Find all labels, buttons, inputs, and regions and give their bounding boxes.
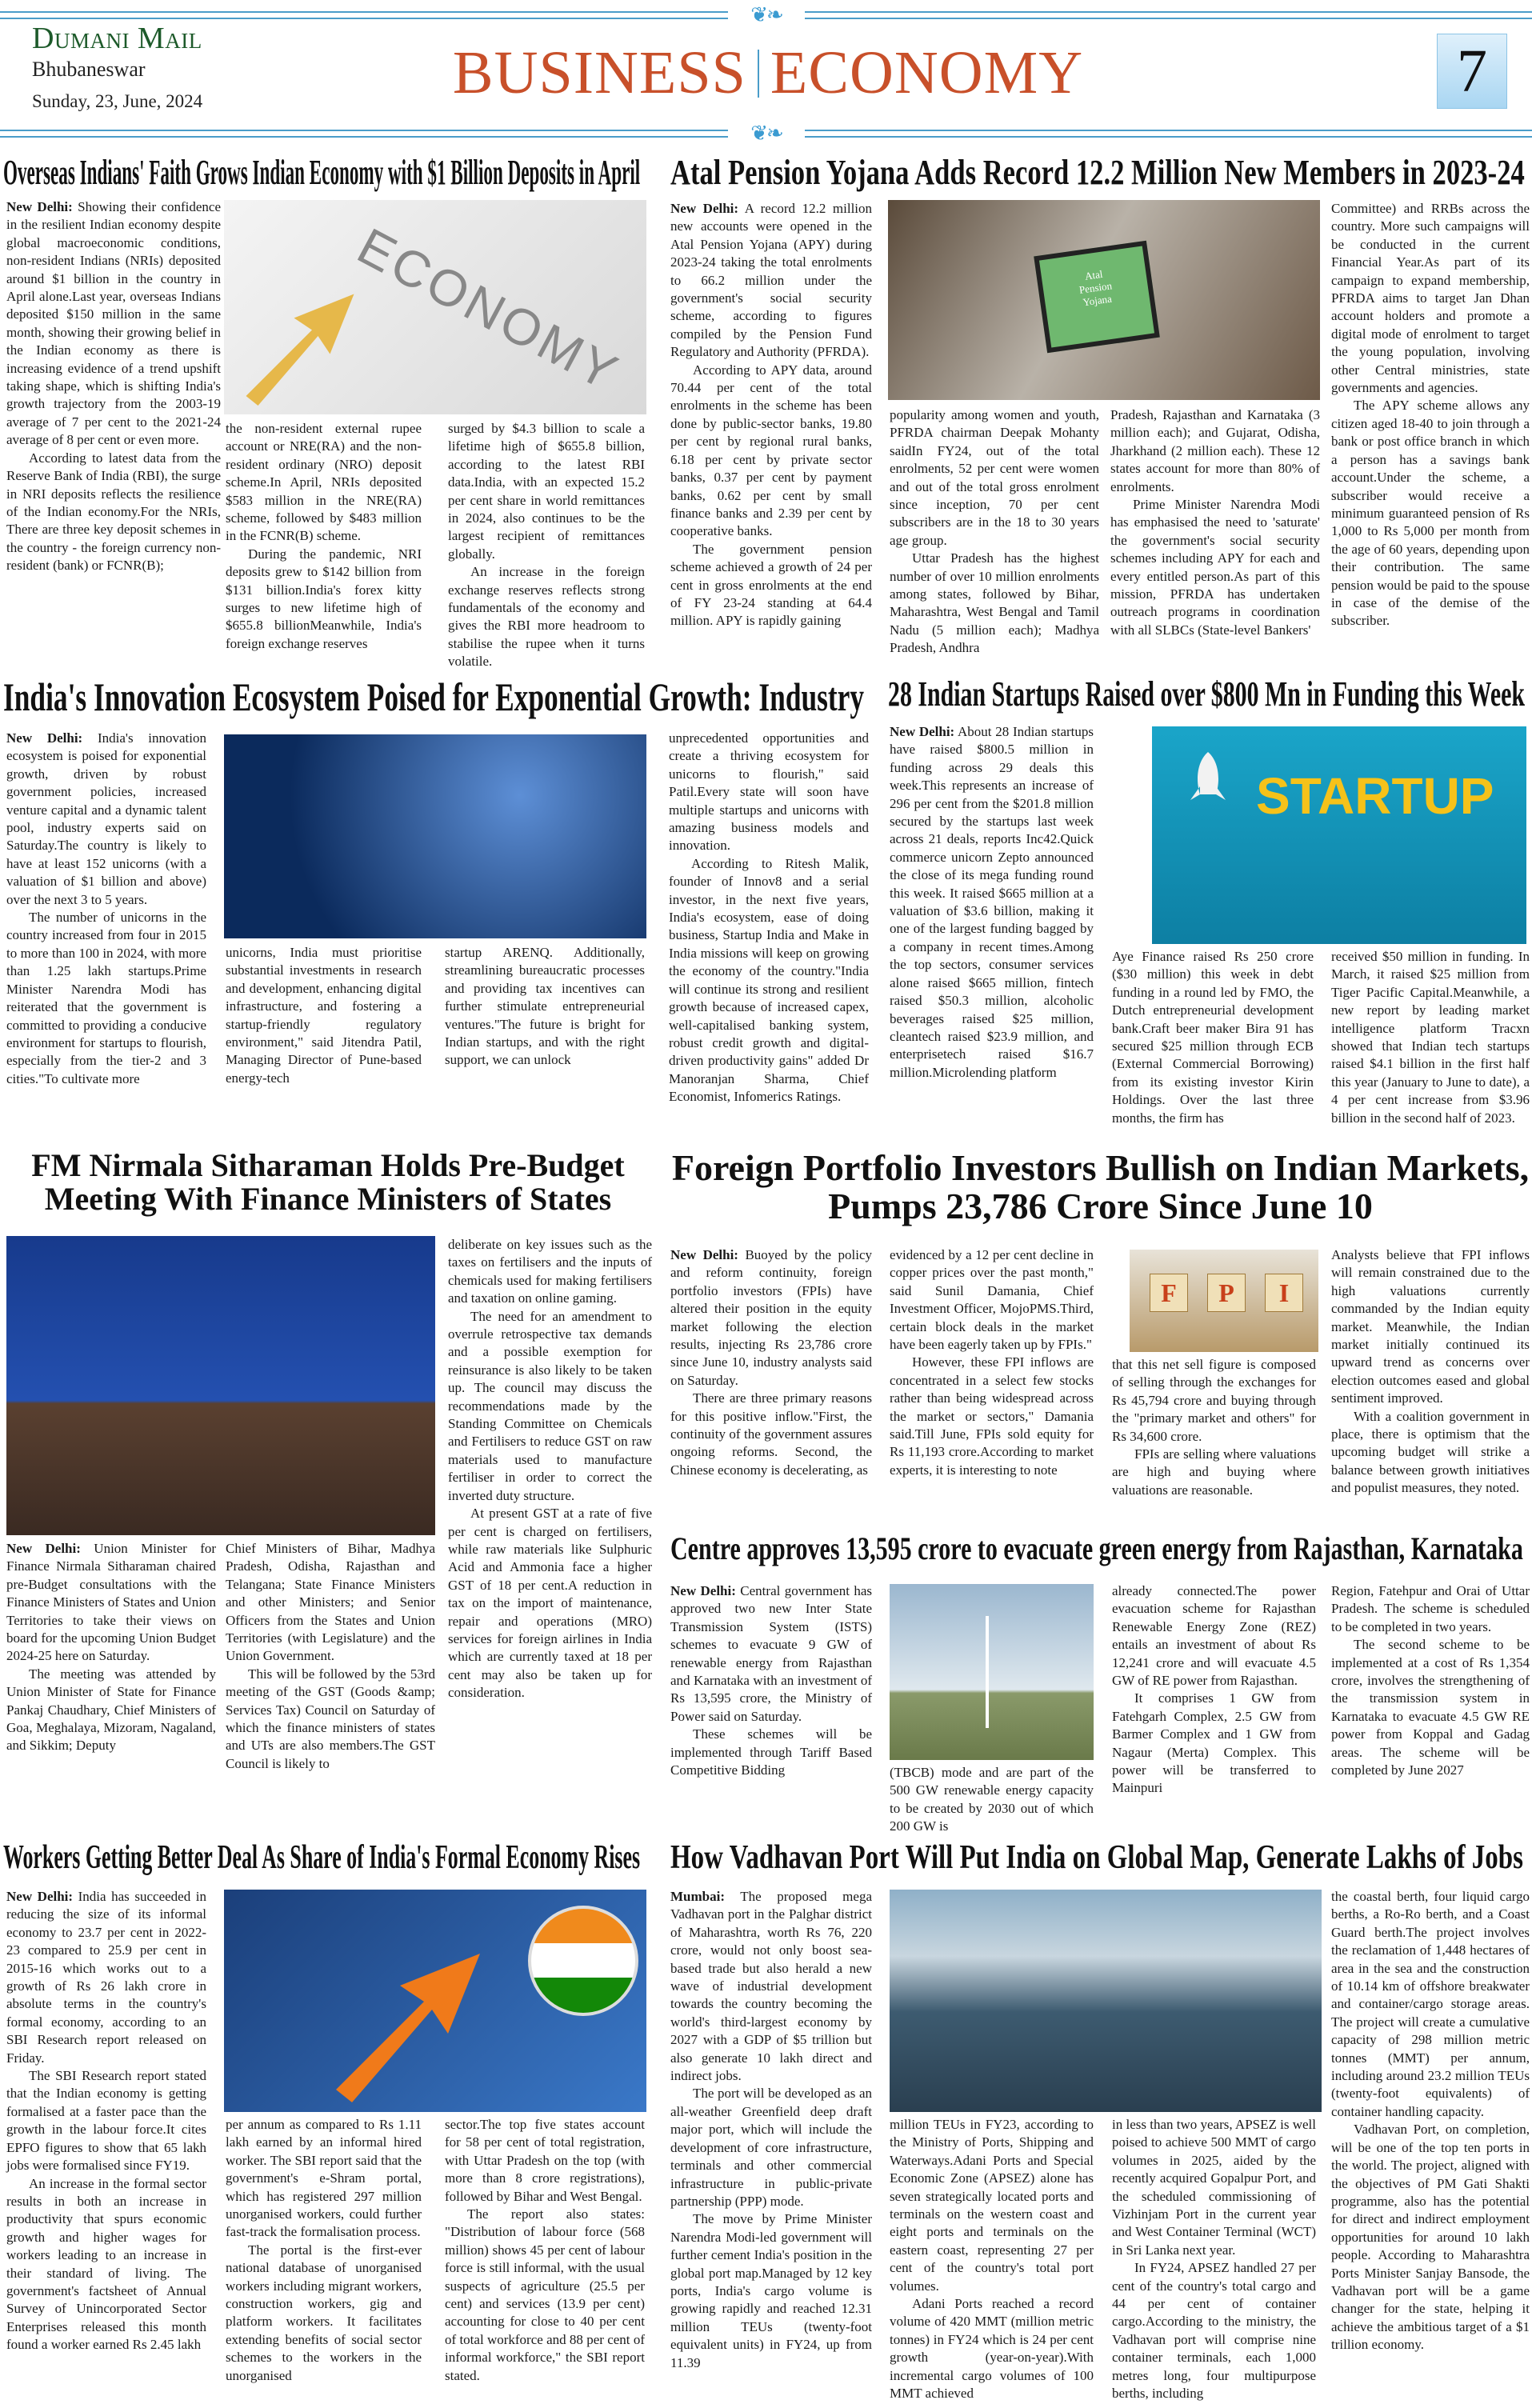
paragraph: [670, 1726, 872, 1779]
paragraph: [1112, 948, 1314, 1127]
paragraph: [670, 362, 872, 541]
fpi-cube-letter: I: [1265, 1274, 1303, 1312]
paragraph-text: India has succeeded in reducing the size of its informal economy to 23.7 per cent in 2022-23 compared to 25.9 per cent in 2015-16 which works out to a growth of Rs 26 lakh crore in absolute terms in the country's formal economy, according to an SBI Research report released on Friday.: [6, 1889, 207, 2066]
paragraph-text: A record 12.2 million new accounts were opened in the Atal Pension Yojana (APY) during 2023-24 taking the total enrolments to 66.2 million under the government's social security scheme, according to figures compiled by the Pension Fund Regulatory and Authority (PFRDA).: [670, 201, 873, 360]
paragraph-text: (TBCB) mode and are part of the 500 GW renewable energy capacity to be created by 2030 out of which 200 GW is: [890, 1765, 1094, 1834]
paragraph: [448, 1505, 652, 1702]
paragraph-text: According to Ritesh Malik, founder of Innov8 and a serial investor, in the next five years, India's ecosystem, ease of doing business, Startup India and Make in India missions will keep on growing the economy of the country."India will continue its strong and resilient growth because of increased capex, well-capitalised banking system, robust credit growth and digital-driven productivity gains" added Dr Manoranjan Sharma, Chief Economist, Infomerics Ratings.: [669, 855, 869, 1105]
dateline: New Delhi:: [6, 1889, 74, 1904]
article-headline[interactable]: India's Innovation Ecosystem Poised for Exponential Growth: Industry: [3, 674, 865, 719]
dateline: New Delhi:: [670, 1247, 738, 1262]
paragraph-text: This will be followed by the 53rd meeting of the GST (Goods &amp; Services Tax) Council on Saturday of which the finance ministers of states and UTs are also members.The GST Council is likely to: [226, 1666, 435, 1771]
paragraph-text: About 28 Indian startups have raised $800.5 million in funding across 29 deals this week.This represents an increase of 296 per cent from the $201.8 million secured by the startups last week across 21 deals, reports Inc42.Quick commerce unicorn Zepto announced the close of its mega funding round this week. It raised $665 million at a valuation of $3.6 billion, making it one of the largest funding bagged by a company in recent times.Among the top sectors, consumer services alone raised $665 million, fintech raised $50.3 million, alcoholic beverages raised $25 million, cleantech raised $23.9 million, and enterprisetech raised $16.7 million.Microlending platform: [890, 724, 1094, 1080]
paragraph-text: An increase in the formal sector results in both an increase in productivity that spurs economic growth and higher wages for workers leading to an increase in their standard of living. The government's factsheet of Annual Survey of Unincorporated Sector Enterprises released this month found a worker earned Rs 2.45 lakh: [6, 2175, 206, 2353]
paragraph: [226, 420, 422, 546]
paragraph: [890, 550, 1099, 657]
paragraph-text: The APY scheme allows any citizen aged 18-40 to join through a bank or post office branch in which a person has a savings bank account.Under the scheme, a subscriber would receive a minimum guaranteed pension of Rs 1,000 to Rs 5,000 per month from the age of 60 years, depending upon their contribution. The same pension would be paid to the spouse in case of the demise of the subscriber.: [1331, 398, 1530, 629]
paragraph: [1331, 200, 1530, 397]
article-column: [890, 2116, 1094, 2407]
paragraph: [890, 723, 1094, 1082]
paragraph: [445, 2116, 645, 2206]
growth-photo: [224, 734, 646, 938]
paragraph-text: These schemes will be implemented through Tariff Based Competitive Bidding: [670, 1726, 872, 1778]
paragraph-text: received $50 million in funding. In March, it raised $25 million from Tiger Pacific Capital.Meanwhile, a new report by leading market intelligence platform Tracxn showed that Indian tech startups raised $4.1 billion in the first half this year (January to June to date), a 4 per cent increase from $3.96 billion in the second half of 2023.: [1331, 949, 1530, 1126]
fpi-cube-letter: F: [1150, 1274, 1188, 1312]
paragraph-text: evidenced by a 12 per cent decline in copper prices over the past month," said Sunil Damania, Chief Investment Officer, MojoPMS.Third, certain block deals in the market have been eagerly taken up by FPIs.": [890, 1247, 1094, 1353]
paragraph: [226, 1666, 435, 1773]
dateline: New Delhi:: [6, 199, 73, 214]
edition-city: Bhubaneswar: [32, 58, 146, 81]
startup-image-text: STARTUP: [1256, 767, 1494, 825]
paragraph-text: The government pension scheme achieved a growth of 24 per cent in gross enrolments at the end of FY 23-24 standing at 64.4 million. APY is rapidly gaining: [670, 541, 872, 629]
paragraph: [670, 2210, 872, 2372]
paragraph: [6, 450, 221, 575]
paragraph-text: Central government has approved two new Inter State Transmission System (ISTS) schemes to evacuate 9 GW of renewable energy from Rajasthan and Karnataka with an investment of Rs 13,595 crore, the Ministry of Power said on Saturday.: [670, 1583, 872, 1724]
article-column: [448, 1236, 652, 1828]
newspaper-name: Dumani Mail: [32, 22, 202, 55]
article-headline[interactable]: FM Nirmala Sitharaman Holds Pre-Budget Meeting With Finance Ministers of States: [31, 1147, 625, 1217]
ornament-icon: ❦❧: [728, 122, 805, 146]
paragraph: [6, 1666, 216, 1755]
dateline: New Delhi:: [670, 1583, 736, 1598]
article-column: [890, 723, 1094, 1136]
paragraph: [1331, 397, 1530, 630]
article-column: [1331, 1582, 1530, 1826]
section-title: [448, 38, 1088, 108]
paragraph-text: unprecedented opportunities and create a thriving ecosystem for unicorns to flourish," said Patil.Every state will soon have multiple startups and unicorns with amazing business models and innovation.: [669, 730, 869, 854]
wind-photo: [890, 1584, 1094, 1760]
dateline: New Delhi:: [6, 1541, 81, 1556]
paragraph-text: deliberate on key issues such as the taxes on fertilisers and the inputs of chemicals used for making fertilisers and taxation on online gaming.: [448, 1237, 652, 1306]
paragraph: [1331, 1582, 1530, 1636]
paragraph: [1112, 1446, 1316, 1499]
article-column: [670, 200, 872, 658]
paragraph: [670, 541, 872, 630]
paragraph-text: Showing their confidence in the resilient Indian economy despite global macroeconomic conditions, non-resident Indians (NRIs) deposited around $1 billion in the country in April alone.Last year, overseas Indians deposited $150 million in the same month, showing their growing belief in the Indian economy as there is increasing evidence of a trend upshift taking shape, which is shifting India's growth trajectory from the 2003-19 average of 7 per cent to the 2021-24 average of 8 per cent or even more.: [6, 199, 222, 448]
article-column: [445, 2116, 645, 2407]
paragraph: [448, 1236, 652, 1308]
paragraph: [890, 406, 1099, 550]
article-column: [670, 1582, 872, 1826]
atal-image-text: Atal Pension Yojana: [1078, 267, 1113, 309]
paragraph: [445, 2206, 645, 2385]
paragraph-text: In FY24, APSEZ handled 27 per cent of the country's total cargo and 44 per cent of container cargo.According to the ministry, the Vadhavan port will comprise nine container terminals, each 1,000 metres long, four multipurpose berths, including: [1112, 2260, 1316, 2402]
paragraph-text: The number of unicorns in the country increased from four in 2015 to more than 100 in 2024, with more than 1.25 lakh startups.Prime Minister Narendra Modi has reiterated that the government is committed to providing a conducive environment for startups to flourish, especially from the tier-2 and 3 cities."To cultivate more: [6, 910, 206, 1086]
paragraph-text: According to APY data, around 70.44 per cent of the total enrolments in the scheme has been done by public-sector banks, 19.80 per cent by regional rural banks, 6.18 per cent by private sector banks, 0.37 per cent by payment banks, 0.62 per cent by small finance banks and 2.39 per cent by cooperative banks.: [670, 362, 872, 539]
article-column: [6, 730, 206, 1136]
section-right: ECONOMY: [770, 39, 1084, 106]
paragraph: [226, 944, 422, 1087]
wind-turbine-icon: [986, 1616, 989, 1728]
paragraph: [670, 1582, 872, 1726]
paragraph: [670, 2085, 872, 2210]
atal-photo: [888, 200, 1320, 400]
paragraph: [6, 909, 206, 1088]
article-column: [669, 730, 869, 1136]
paragraph: [1112, 2116, 1316, 2259]
paragraph-text: startup ARENQ. Additionally, streamlining bureaucratic processes and providing tax incentives can further stimulate entrepreneurial ventures."The future is bright for Indian startups, and with the right support, we can unlock: [445, 945, 645, 1068]
paragraph: [1110, 496, 1320, 639]
paragraph: [669, 730, 869, 855]
article-column: [6, 1888, 206, 2406]
dateline: Mumbai:: [670, 1889, 725, 1904]
india-flag-icon: [528, 1906, 638, 2016]
paragraph: [1112, 1356, 1316, 1446]
paragraph: [669, 855, 869, 1106]
paragraph: [226, 1540, 435, 1666]
paragraph: [670, 1390, 872, 1479]
section-divider: [758, 50, 759, 98]
paragraph-text: Buoyed by the policy and reform continuity, foreign portfolio investors (FPIs) have altered their position in the equity market following the election results, injecting Rs 23,786 crore since June 10, industry analysts said on Saturday.: [670, 1247, 873, 1388]
paragraph-text: Analysts believe that FPI inflows will remain constrained due to the high valuations currently commanded by the Indian equity market. Meanwhile, the Indian market initially continued its upward trend as concerns over election outcomes eased and global sentiment improved.: [1331, 1247, 1530, 1406]
paragraph-text: During the pandemic, NRI deposits grew to $142 billion from $131 billion.India's forex kitty surges to new lifetime high of $655.8 billionMeanwhile, India's foreign exchange reserves: [226, 546, 422, 651]
paragraph: [448, 563, 645, 670]
article-column: [1112, 1582, 1316, 1826]
article-column: [1331, 1888, 1530, 2406]
section-left: BUSINESS: [452, 39, 746, 106]
paragraph-text: Union Minister for Finance Nirmala Sitharaman chaired pre-Budget consultations with the Finance Ministers of States and Union Territories to take their views on board for the upcoming Union Budget 2024-25 here on Saturday.: [6, 1541, 217, 1664]
paragraph-text: the coastal berth, four liquid cargo berths, a Ro-Ro berth, and a Coast Guard berth.The project involves the reclamation of 1,448 hectares of area in the sea and the construction of 10.14 km of offshore breakwater and container/cargo storage areas. The project will create a cumulative capacity of 298 million metric tonnes (MMT) per annum, including around 23.2 million TEUs (twenty-foot equivalents) of container handling capacity.: [1331, 1889, 1530, 2119]
paragraph-text: sector.The top five states account for 58 per cent of total registration, with Uttar Pradesh on the top (with more than 8 crore registrations), followed by Bihar and West Bengal.: [445, 2117, 645, 2204]
paragraph: [1331, 948, 1530, 1127]
paragraph: [670, 200, 872, 362]
paragraph-text: The meeting was attended by Union Minister of State for Finance Pankaj Chaudhary, Chief Ministers of Goa, Meghalaya, Mizoram, Nagaland, and Sikkim; Deputy: [6, 1666, 216, 1754]
startup-photo: [1152, 726, 1526, 944]
paragraph-text: The second scheme to be implemented at a cost of Rs 1,354 crore, involves the strengthening of the transmission system in Karnataka to evacuate 4.5 GW RE power from Koppal and Gadag areas. The scheme will be completed by June 2027: [1331, 1637, 1530, 1778]
paragraph: [890, 1246, 1094, 1354]
paragraph-text: Committee) and RRBs across the country. More such campaigns will be conducted in the current Financial Year.As part of its campaign to expand membership, PFRDA aims to target Jan Dhan account holders and promote a digital mode of enrolment to target the young population, involving other Central ministries, state governments and agencies.: [1331, 201, 1530, 396]
paragraph-text: already connected.The power evacuation scheme for Rajasthan Renewable Energy Zone (REZ) entails an investment of about Rs 12,241 crore and will evacuate 4.5 GW of RE power from Rajasthan.: [1112, 1583, 1316, 1689]
paragraph: [1110, 406, 1320, 496]
paragraph: [1112, 1690, 1316, 1797]
economy-photo: [224, 200, 646, 414]
paragraph: [890, 1354, 1094, 1479]
article-headline[interactable]: Centre approves 13,595 crore to evacuate green energy from Rajasthan, Karnataka: [670, 1530, 1523, 1566]
paragraph-text: Region, Fatehpur and Orai of Uttar Pradesh. The scheme is scheduled to be completed in two years.: [1331, 1583, 1530, 1634]
article-column: [226, 1540, 435, 1828]
article-column: [226, 420, 422, 657]
paragraph: [1331, 2121, 1530, 2354]
article-column: [890, 1246, 1094, 1522]
article-column: [890, 406, 1099, 658]
paragraph-text: Uttar Pradesh has the highest number of over 10 million enrolments among states, followed by Bihar, Maharashtra, West Bengal and Tamil Nadu (5 million each); Madhya Pradesh, Andhra: [890, 550, 1099, 656]
fpi-cube-letter: P: [1207, 1274, 1246, 1312]
article-headline[interactable]: Atal Pension Yojana Adds Record 12.2 Million New Members in 2023-24: [670, 153, 1525, 192]
article-column: [670, 1246, 872, 1522]
paragraph-text: An increase in the foreign exchange reserves reflects strong fundamentals of the economy and gives the RBI more headroom to stabilise the rupee when it turns volatile.: [448, 564, 645, 670]
article-column: [670, 1888, 872, 2406]
paragraph-text: Aye Finance raised Rs 250 crore ($30 million) this week in debt funding in a round led by FMO, the Dutch entrepreneurial development bank.Craft beer maker Bira 91 has secured $25 million through ECB (External Commercial Borrowing) from its existing investor Kirin Holdings. Over the last three months, the firm has: [1112, 949, 1314, 1126]
paragraph-text: million TEUs in FY23, according to the Ministry of Ports, Shipping and Waterways.Adani Ports and Special Economic Zone (APSEZ) alone has seven strategically located ports and terminals on the western coast and eight ports and terminals on the eastern coast, representing 27 per cent of the country's total port volumes.: [890, 2117, 1094, 2294]
paragraph: [1331, 1246, 1530, 1408]
paragraph: [226, 546, 422, 653]
article-headline[interactable]: Foreign Portfolio Investors Bullish on Indian Markets, Pumps 23,786 Crore Since June 10: [671, 1147, 1530, 1227]
paragraph-text: in less than two years, APSEZ is well poised to achieve 500 MMT of cargo volumes in 2025, aided by the recently acquired Gopalpur Port, and the scheduled commissioning of Vizhinjam Port in the current year and West Container Terminal (WCT) in Sri Lanka next year.: [1112, 2117, 1316, 2258]
paragraph: [6, 2067, 206, 2174]
paragraph: [445, 944, 645, 1070]
paragraph-text: FPIs are selling where valuations are high and buying where valuations are reasonable.: [1112, 1446, 1316, 1498]
article-column: [226, 944, 422, 1136]
paragraph-text: The report also states: "Distribution of labour force (568 million) shows 45 per cent of labour force is still informal, with the usual suspects of agriculture (25.5 per cent) and services (13.9 per cent) accounting for close to 40 per cent of total workforce and 88 per cent of informal workforce," the SBI report stated.: [445, 2206, 645, 2383]
fpi-photo: [1130, 1250, 1318, 1352]
paragraph: [6, 1888, 206, 2067]
article-column: [1331, 1246, 1530, 1522]
article-column: [226, 2116, 422, 2407]
paragraph: [6, 730, 206, 909]
paragraph: [1331, 1408, 1530, 1498]
paragraph: [6, 198, 221, 450]
paragraph-text: According to latest data from the Reserve Bank of India (RBI), the surge in NRI deposits reflects the resilience of the Indian economy.For the NRIs, There are three key deposit schemes in the country - the foreign currency non-resident (bank) or FCNR(B);: [6, 450, 221, 574]
paragraph-text: The move by Prime Minister Narendra Modi-led government will further cement India's position in the global port map.Managed by 12 key ports, India's cargo volume is growing rapidly and reached 12.31 million TEUs (twenty-foot equivalent units) in FY24, up from 11.39: [670, 2211, 872, 2370]
article-headline[interactable]: 28 Indian Startups Raised over $800 Mn in Funding this Week: [888, 674, 1526, 714]
arrow-icon: [312, 1946, 504, 2106]
paragraph-text: It comprises 1 GW from Fatehgarh Complex, 2.5 GW from Barmer Complex and 1 GW from Nagaur (Merta) Complex. This power will be transferred to Mainpuri: [1112, 1690, 1316, 1796]
paragraph: [226, 2242, 422, 2385]
paragraph: [6, 2175, 206, 2354]
paragraph-text: With a coalition government in place, there is optimism that the upcoming budget will strike a balance between growth initiatives and populist measures, they noted.: [1331, 1408, 1530, 1496]
paragraph-text: India's innovation ecosystem is poised for exponential growth, driven by robust government policies, increased venture capital and a dynamic talent pool, industry experts said on Saturday.The country is likely to have at least 152 unicorns (with a valuation of $1 billion and above) over the next 3 to 5 years.: [6, 730, 207, 907]
paragraph-text: There are three primary reasons for this positive inflow."First, the continuity of the government assures ongoing reforms. Second, the Chinese economy is decelerating, as: [670, 1390, 872, 1478]
article-column: [1112, 948, 1314, 1137]
arrow-icon: [232, 288, 368, 408]
paragraph: [1331, 1636, 1530, 1779]
paragraph-text: However, these FPI inflows are concentrated in a select few stocks rather than being widespread across the market or sectors," Damania said.Till June, FPIs sold equity for Rs 11,193 crore.According to market experts, it is interesting to note: [890, 1354, 1094, 1478]
paragraph: [226, 2116, 422, 2242]
paragraph-text: Adani Ports reached a record volume of 420 MMT (million metric tonnes) in FY24 which is 24 per cent growth (year-on-year).With incremental cargo volumes of 100 MMT achieved: [890, 2296, 1094, 2402]
page-number: 7: [1437, 34, 1507, 109]
paragraph-text: the non-resident external rupee account or NRE(RA) and the non-resident ordinary (NRO) deposit scheme.In April, NRIs deposited $583 million in the NRE(RA) scheme, followed by $483 million in the FCNR(B) scheme.: [226, 421, 422, 544]
article-column: [1331, 200, 1530, 658]
paragraph: [890, 2295, 1094, 2402]
paragraph-text: The portal is the first-ever national database of unorganised workers including migrant workers, construction workers, gig and platform workers. It facilitates extending benefits of social sector schemes to the workers in the unorganised: [226, 2242, 422, 2383]
paragraph-text: The SBI Research report stated that the Indian economy is getting formalised at a faster pace than the growth in the labour force.It cites EPFO figures to show that 65 lakh jobs were formalised since FY19.: [6, 2068, 206, 2174]
paragraph-text: unicorns, India must prioritise substantial investments in research and development, enhancing digital infrastructure, and fostering a startup-friendly regulatory environment," said Jitendra Patil, Managing Director of Pune-based energy-tech: [226, 945, 422, 1086]
article-headline[interactable]: Workers Getting Better Deal As Share of India's Formal Economy Rises: [3, 1839, 641, 1876]
paragraph: [890, 2116, 1094, 2295]
article-column: [890, 1764, 1094, 1834]
economy-image-text: ECONOMY: [348, 216, 630, 402]
paragraph-text: surged by $4.3 billion to scale a lifetime high of $655.8 billion, according to the latest RBI data.India, with an expected 15.2 per cent share in world remittances in 2024, also continues to be the largest recipient of remittances globally.: [448, 421, 645, 562]
phone-screen: [1034, 241, 1160, 354]
dateline: New Delhi:: [890, 724, 955, 739]
article-column: [6, 198, 221, 656]
paragraph-text: Prime Minister Narendra Modi has emphasised the need to 'saturate' the government's social security schemes including APY for each and every entitled person.As part of this mission, PFRDA has undertaken outreach programs in coordination with all SLBCs (State-level Bankers': [1110, 497, 1320, 638]
paragraph-text: The need for an amendment to overrule retrospective tax demands and a possible exemption for reinsurance is also likely to be taken up. The council may discuss the recommendations made by the Standing Committee on Chemicals and Fertilisers to reduce GST on raw materials used to manufacture fertiliser in order to correct the inverted duty structure.: [448, 1308, 652, 1503]
dateline: New Delhi:: [670, 201, 739, 216]
ornament-icon: ❦❧: [728, 3, 805, 27]
article-column: [6, 1540, 216, 1828]
paragraph: [890, 1764, 1094, 1836]
india-photo: [224, 1890, 646, 2112]
article-column: [1110, 406, 1320, 658]
paragraph: [1112, 1582, 1316, 1690]
paragraph: [448, 420, 645, 563]
dateline: New Delhi:: [6, 730, 83, 746]
paragraph-text: Pradesh, Rajasthan and Karnataka (3 million each); and Gujarat, Odisha, Jharkhand (2 million each). These 12 states account for more than 80% of enrolments.: [1110, 407, 1320, 494]
paragraph-text: Vadhavan Port, on completion, will be one of the top ten ports in the world. The project, aligned with the objectives of PM Gati Shakti programme, also has the potential for direct and indirect employment opportunities for around 10 lakh people. According to Maharashtra Ports Minister Sanjay Bansode, the Vadhavan port will be a game changer for the state, helping it achieve the ambitious target of a $1 trillion economy.: [1331, 2122, 1530, 2353]
article-column: [1331, 948, 1530, 1137]
paragraph: [1112, 2259, 1316, 2402]
article-headline[interactable]: Overseas Indians' Faith Grows Indian Economy with $1 Billion Deposits in April: [3, 153, 641, 192]
paragraph: [1331, 1888, 1530, 2121]
paragraph: [670, 1888, 872, 2085]
edition-date: Sunday, 23, June, 2024: [32, 91, 203, 111]
port-photo: [890, 1890, 1322, 2112]
rocket-icon: [1184, 750, 1232, 806]
paragraph: [670, 1246, 872, 1390]
meeting-photo: [6, 1236, 435, 1535]
paragraph: [448, 1308, 652, 1505]
paragraph-text: per annum as compared to Rs 1.11 lakh earned by an informal hired worker. The SBI report said that the government's e-Shram portal, which has registered 297 million unorganised workers, could further fast-track the formalisation process.: [226, 2117, 422, 2240]
paragraph-text: The port will be developed as an all-weather Greenfield deep draft major port, which will include the development of core infrastructure, terminals and other commercial infrastructure in public-private partnership (PPP) mode.: [670, 2086, 872, 2209]
paragraph: [6, 1540, 216, 1666]
article-column: [445, 944, 645, 1136]
article-column: [1112, 2116, 1316, 2407]
paragraph-text: that this net sell figure is composed of selling through the exchanges for Rs 45,794 crore and buying through the "primary market and others" for Rs 34,600 crore.: [1112, 1357, 1316, 1444]
paragraph-text: The proposed mega Vadhavan port in the Palghar district of Maharashtra, worth Rs 76, 220 crore, would not only boost sea-based trade but also herald a new wave of industrial development towards the country becoming the world's third-largest economy by 2027 with a GDP of $5 trillion but also generate 10 lakh direct and indirect jobs.: [670, 1889, 872, 2084]
article-column: [1112, 1356, 1316, 1522]
paragraph-text: Chief Ministers of Bihar, Madhya Pradesh, Odisha, Rajasthan and Telangana; State Finance Ministers and other Ministers; and Senior Officers from the States and Union Territories (with Legislature) and the Union Government.: [226, 1541, 435, 1664]
paragraph-text: At present GST at a rate of five per cent is charged on fertilisers, while raw materials like Sulphuric Acid and Ammonia face a higher GST of 18 per cent.A reduction in tax on the import of maintenance, repair and operations (MRO) services for foreign airlines in India which are currently taxed at 18 per cent may also be taken up for consideration.: [448, 1506, 652, 1701]
article-column: [448, 420, 645, 670]
article-headline[interactable]: How Vadhavan Port Will Put India on Global Map, Generate Lakhs of Jobs: [670, 1839, 1523, 1876]
paragraph-text: popularity among women and youth, PFRDA chairman Deepak Mohanty saidIn FY24, out of the total enrolments, 52 per cent were women and out of the total gross enrolment since inception, 70 per cent subscribers are in the 18 to 30 years age group.: [890, 407, 1099, 548]
